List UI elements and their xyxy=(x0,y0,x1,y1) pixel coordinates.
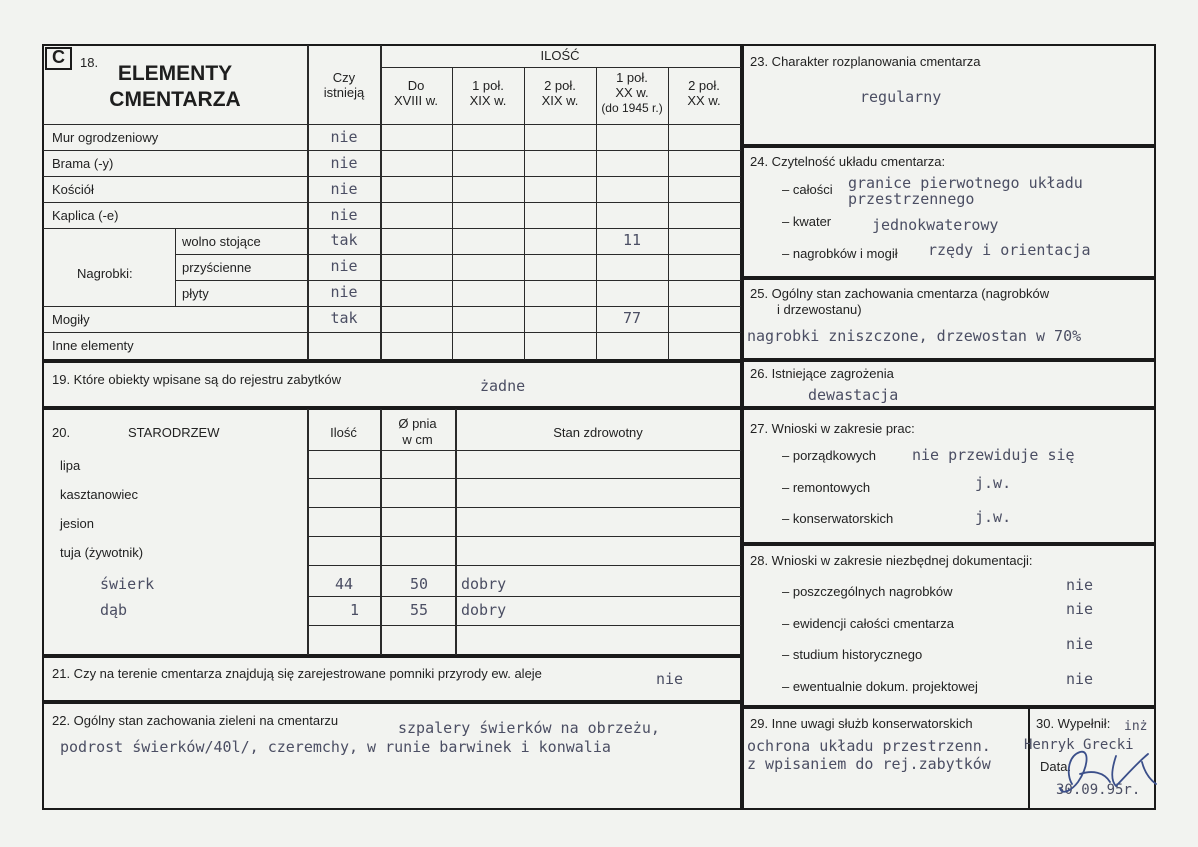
count-value-wolno-stojace: 11 xyxy=(622,231,642,249)
tree-count-swierk: 44 xyxy=(335,575,354,593)
grid-line xyxy=(43,150,741,151)
period-2-line2: XIX w. xyxy=(469,93,507,108)
period-5-line2: XX w. xyxy=(687,93,721,108)
section-24-calosci-label: – całości xyxy=(782,182,833,197)
section-20-title: STARODRZEW xyxy=(128,425,220,440)
section-28-label: 28. Wnioski w zakresie niezbędnej dokumentacji: xyxy=(750,553,1033,568)
section-23-value: regularny xyxy=(860,88,942,106)
section-23-label: 23. Charakter rozplanowania cmentarza xyxy=(750,54,981,69)
section-24-nagrobkow-value: rzędy i orientacja xyxy=(928,241,1091,259)
section-21-label: 21. Czy na terenie cmentarza znajdują się zarejestrowane pomniki przyrody ew. aleje xyxy=(52,666,542,681)
tree-name-jesion: jesion xyxy=(60,516,94,531)
section-27-item-2-value: j.w. xyxy=(975,474,1012,492)
exists-value-mur: nie xyxy=(330,128,358,146)
row-label-brama: Brama (-y) xyxy=(52,156,114,171)
section-22-value-line2: podrost świerków/40l/, czeremchy, w runie barwinek i konwalia xyxy=(60,738,611,756)
section-22-value-line1: szpalery świerków na obrzeżu, xyxy=(398,719,660,737)
section-25-label-2: i drzewostanu) xyxy=(777,302,862,317)
section-20-number: 20. xyxy=(52,425,71,440)
section-26-label: 26. Istniejące zagrożenia xyxy=(750,366,894,381)
period-1-line2: XVIII w. xyxy=(393,93,439,108)
section-24-kwater-value: jednokwaterowy xyxy=(872,216,999,234)
starodrzew-col-stan: Stan zdrowotny xyxy=(553,425,643,440)
section-25-label-1: 25. Ogólny stan zachowania cmentarza (nagrobków xyxy=(750,286,1050,301)
exists-value-brama: nie xyxy=(330,154,358,172)
section-24-kwater-label: – kwater xyxy=(782,214,832,229)
tree-state-dab: dobry xyxy=(461,601,507,619)
row-label-nagrobki: Nagrobki: xyxy=(77,266,133,281)
section-28-item-1-label: – poszczególnych nagrobków xyxy=(782,584,953,599)
section-24-nagrobkow-label: – nagrobków i mogił xyxy=(782,246,898,261)
czy-istnieja-header-1: Czy xyxy=(332,70,356,85)
section-19-label: 19. Które obiekty wpisane są do rejestru zabytków xyxy=(52,372,342,387)
period-2-line1: 1 poł. xyxy=(472,78,504,93)
period-3-line2: XIX w. xyxy=(541,93,579,108)
section-18-title-line1: ELEMENTY xyxy=(117,62,233,85)
starodrzew-col-ilosc: Ilość xyxy=(330,425,357,440)
grid-line xyxy=(380,67,741,68)
section-30-date-label: Data: xyxy=(1040,759,1072,774)
period-4-line3: (do 1945 r.) xyxy=(601,101,663,115)
row-label-kosciol: Kościół xyxy=(52,182,94,197)
exists-value-mogily: tak xyxy=(330,309,358,327)
grid-line xyxy=(43,202,741,203)
section-28-item-2-label: – ewidencji całości cmentarza xyxy=(782,616,954,631)
period-3-line1: 2 poł. xyxy=(544,78,576,93)
section-24-calosci-value-1: granice pierwotnego układu xyxy=(848,174,1083,192)
grid-line xyxy=(43,228,741,229)
section-29-value-2: z wpisaniem do rej.zabytków xyxy=(747,755,991,773)
section-30-name: Henryk Grecki xyxy=(1024,737,1134,753)
section-27-item-1-value: nie przewiduje się xyxy=(912,446,1075,464)
grid-line xyxy=(307,536,741,537)
tree-diam-swierk: 50 xyxy=(410,575,429,593)
section-28-item-3-label: – studium historycznego xyxy=(782,647,923,662)
row-label-kaplica: Kaplica (-e) xyxy=(52,208,119,223)
grid-line xyxy=(668,67,669,360)
section-letter: C xyxy=(52,47,65,67)
period-1-line1: Do xyxy=(407,78,425,93)
tree-name-kasztanowiec: kasztanowiec xyxy=(60,487,139,502)
tree-count-dab: 1 xyxy=(350,601,360,619)
row-label-mur: Mur ogrodzeniowy xyxy=(52,130,159,145)
grid-line xyxy=(380,45,382,360)
period-4-line1: 1 poł. xyxy=(616,70,648,85)
grid-line xyxy=(307,478,741,479)
starodrzew-col-pien-2: w cm xyxy=(402,432,433,447)
exists-value-przyscienne: nie xyxy=(330,257,358,275)
period-4-line2: XX w. xyxy=(615,85,649,100)
tree-diam-dab: 55 xyxy=(410,601,429,619)
exists-value-wolno-stojace: tak xyxy=(330,231,358,249)
grid-line xyxy=(175,280,741,281)
signature xyxy=(1020,744,1170,800)
section-27-item-3-label: – konserwatorskich xyxy=(782,511,894,526)
section-27-label: 27. Wnioski w zakresie prac: xyxy=(750,421,915,436)
section-29-label: 29. Inne uwagi służb konserwatorskich xyxy=(750,716,973,731)
grid-line xyxy=(452,67,453,360)
section-30-label: 30. Wypełnił: xyxy=(1036,716,1111,731)
grid-line xyxy=(307,625,741,626)
section-28-item-3-value: nie xyxy=(1066,635,1094,653)
tree-name-tuja: tuja (żywotnik) xyxy=(60,545,144,560)
section-22-label: 22. Ogólny stan zachowania zieleni na cmentarzu xyxy=(52,713,339,728)
grid-line xyxy=(455,409,457,655)
section-27-item-2-label: – remontowych xyxy=(782,480,871,495)
section-30-date: 30.09.95r. xyxy=(1056,782,1141,798)
grid-line xyxy=(307,450,741,451)
czy-istnieja-header-2: istnieją xyxy=(323,85,365,100)
period-5-line1: 2 poł. xyxy=(688,78,720,93)
section-28-item-1-value: nie xyxy=(1066,576,1094,594)
grid-line xyxy=(43,332,741,333)
tree-name-swierk: świerk xyxy=(100,575,155,593)
grid-line xyxy=(175,254,741,255)
exists-value-kosciol: nie xyxy=(330,180,358,198)
grid-line xyxy=(43,176,741,177)
row-label-inne: Inne elementy xyxy=(52,338,134,353)
section-29-value-1: ochrona układu przestrzenn. xyxy=(747,737,991,755)
row-label-mogily: Mogiły xyxy=(52,312,90,327)
section-21-value: nie xyxy=(656,670,684,688)
section-18-number: 18. xyxy=(80,55,99,70)
section-27-item-1-label: – porządkowych xyxy=(782,448,876,463)
section-25-value: nagrobki zniszczone, drzewostan w 70% xyxy=(747,327,1082,345)
section-26-value: dewastacja xyxy=(808,386,899,404)
starodrzew-col-pien-1: Ø pnia xyxy=(398,416,437,431)
grid-line xyxy=(307,565,741,566)
grid-line xyxy=(307,409,309,655)
section-18-title-line2: CMENTARZA xyxy=(109,88,241,111)
row-label-przyscienne: przyścienne xyxy=(182,260,252,275)
grid-line xyxy=(307,507,741,508)
section-24-label: 24. Czytelność układu cmentarza: xyxy=(750,154,946,169)
section-28-item-4-value: nie xyxy=(1066,670,1094,688)
tree-state-swierk: dobry xyxy=(461,575,507,593)
exists-value-plyty: nie xyxy=(330,283,358,301)
tree-name-dab: dąb xyxy=(100,601,128,619)
row-label-wolno-stojace: wolno stojące xyxy=(182,234,261,249)
section-28-item-2-value: nie xyxy=(1066,600,1094,618)
grid-line xyxy=(43,124,741,125)
section-27-item-3-value: j.w. xyxy=(975,508,1012,526)
tree-name-lipa: lipa xyxy=(60,458,81,473)
section-30-name-prefix: inż xyxy=(1124,719,1148,734)
section-24-calosci-value-2: przestrzennego xyxy=(848,190,975,208)
grid-line xyxy=(524,67,525,360)
row-label-plyty: płyty xyxy=(182,286,209,301)
exists-value-kaplica: nie xyxy=(330,206,358,224)
grid-line xyxy=(43,306,741,307)
ilosc-header: ILOŚĆ xyxy=(540,48,580,63)
section-19-value: żadne xyxy=(480,377,526,395)
count-value-mogily: 77 xyxy=(622,309,642,327)
grid-line xyxy=(307,596,741,597)
section-28-item-4-label: – ewentualnie dokum. projektowej xyxy=(782,679,978,694)
grid-line xyxy=(175,228,176,306)
